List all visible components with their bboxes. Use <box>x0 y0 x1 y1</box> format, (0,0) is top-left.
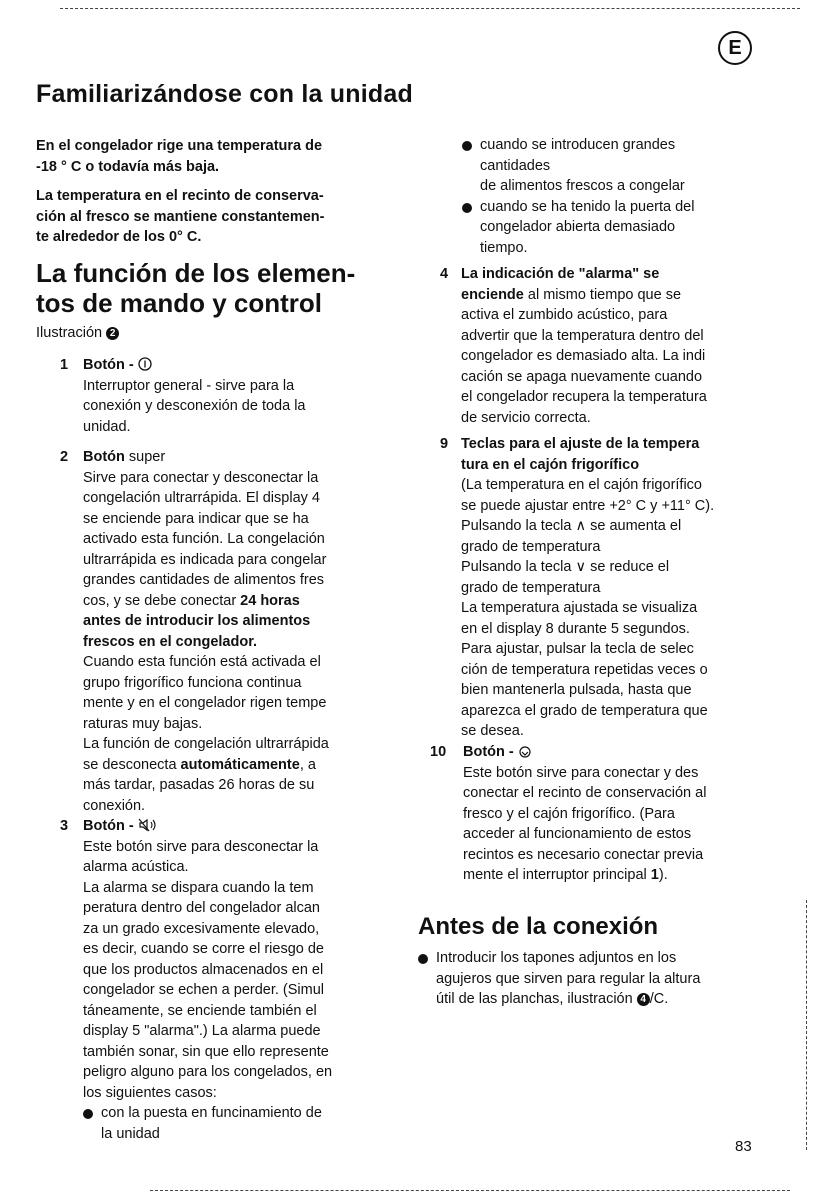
section-before-connection-heading: Antes de la conexión <box>418 913 659 940</box>
bullet-door-open: cuando se ha tenido la puerta del congelador abierta demasiado tiempo. <box>462 197 782 259</box>
intro-freezer-temp: En el congelador rige una temperatura de -18 ° C o todavía más baja. <box>36 138 323 175</box>
bullet-install-plugs: Introducir los tapones adjuntos en los agujeros que sirven para regular la altura útil de las planchas, ilustración 4 /C. <box>418 948 798 1010</box>
page-number: 83 <box>735 1138 752 1155</box>
right-margin-rule <box>806 900 807 1150</box>
language-badge: E <box>718 31 752 65</box>
intro-fresh-temp: La temperatura en el recinto de conserva- ción al fresco se mantiene constantemen- te alrededor de los 0° C. <box>36 188 325 245</box>
bullet-large-quantities: cuando se introducen grandes cantidades de alimentos frescos a congelar <box>462 135 782 197</box>
bullet-startup: con la puesta en funcinamiento de la unidad <box>83 1103 373 1144</box>
page-title: Familiarizándose con la unidad <box>36 80 413 108</box>
fresh-compartment-icon <box>518 744 532 758</box>
top-rule <box>60 8 800 9</box>
alarm-mute-icon <box>138 818 158 832</box>
power-icon <box>138 357 152 371</box>
figure-number-icon: 4 <box>637 993 650 1006</box>
figure-number-icon: 2 <box>106 327 119 340</box>
bottom-rule <box>150 1190 790 1191</box>
figure-reference: Ilustración 2 <box>36 325 119 341</box>
right-bullets <box>462 135 782 258</box>
section2-bullets <box>418 948 798 1010</box>
section-controls-heading: La función de los elemen- tos de mando y control <box>36 258 356 318</box>
